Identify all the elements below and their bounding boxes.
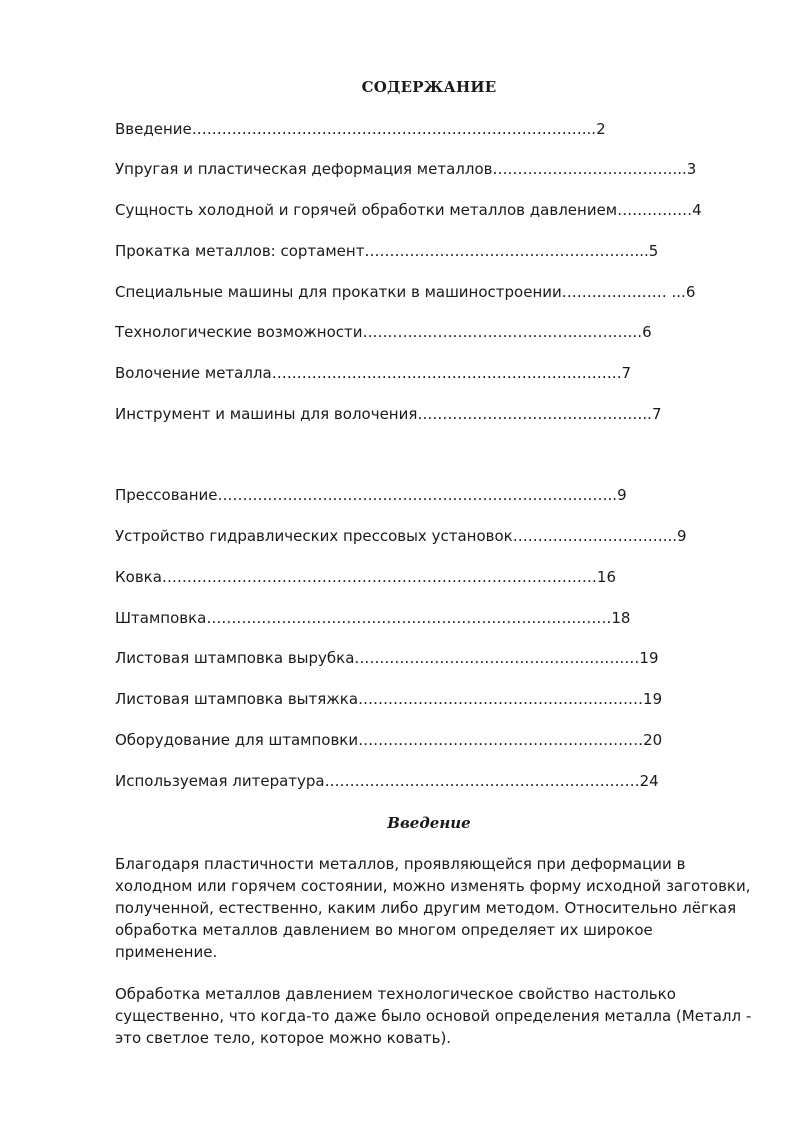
toc-entry-title: Листовая штамповка вытяжка — [115, 690, 359, 708]
toc-entry-leader: ………………………………... — [492, 160, 687, 178]
toc-entry-drawing-tools[interactable] — [115, 404, 661, 424]
toc-entry-title: Устройство гидравлических прессовых установок — [115, 527, 513, 545]
toc-entry-title: Ковка — [115, 568, 162, 586]
toc-entry-drawing[interactable] — [115, 363, 631, 383]
toc-entry-literature[interactable] — [115, 771, 659, 791]
toc-entry-stamping[interactable] — [115, 608, 630, 628]
toc-entry-page: 9 — [677, 527, 687, 545]
toc-entry-leader: ……………………………………………………… — [324, 772, 640, 790]
toc-entry-leader: ……………………………………….. — [417, 405, 652, 423]
toc-entry-leader: ………………………………………………… — [358, 731, 644, 749]
toc-entry-page: 7 — [651, 405, 662, 423]
table-of-contents — [115, 0, 775, 800]
toc-entry-leader: ………………………………………………… — [358, 690, 644, 708]
toc-entry-intro[interactable] — [115, 119, 606, 139]
toc-entry-title: Инструмент и машины для волочения — [115, 405, 418, 423]
toc-entry-leader: ……………………………………………….. — [362, 323, 643, 341]
toc-entry-page: 4 — [692, 201, 702, 219]
toc-entry-page: 16 — [596, 568, 617, 586]
toc-entry-title: Листовая штамповка вырубка — [115, 649, 355, 667]
toc-entry-title: Упругая и пластическая деформация металлов — [115, 160, 493, 178]
toc-entry-page: 6 — [642, 323, 652, 341]
toc-entry-forging[interactable] — [115, 567, 616, 587]
section-heading: Введение — [387, 814, 471, 832]
toc-entry-title: Штамповка — [115, 609, 207, 627]
toc-entry-page: 3 — [686, 160, 697, 178]
toc-entry-rolling-assortment[interactable] — [115, 241, 658, 261]
toc-entry-hydraulic-presses[interactable] — [115, 526, 687, 546]
toc-entry-leader: ………………………………………………... — [364, 242, 649, 260]
toc-entry-title: Прессование — [115, 486, 218, 504]
toc-entry-tech-capabilities[interactable] — [115, 322, 652, 342]
toc-entry-title: Введение — [115, 120, 192, 138]
toc-entry-title: Используемая литература — [115, 772, 325, 790]
toc-entry-page: 18 — [611, 609, 631, 627]
toc-entry-leader: …………………………... — [512, 527, 678, 545]
toc-entry-leader: ……………………………………………………………. — [271, 364, 622, 382]
toc-entry-hot-cold-processing[interactable] — [115, 200, 702, 220]
toc-entry-title: Прокатка металлов: сортамент — [115, 242, 365, 260]
toc-entry-leader: …………………………………………………………………….. — [217, 486, 618, 504]
toc-entry-page: 2 — [596, 120, 606, 138]
toc-entry-page: 7 — [621, 364, 632, 382]
paragraph: Благодаря пластичности металлов, проявляющейся при деформации в холодном или горячем состоянии, можно изменять форму исходной заготовки, полученной, естественно, каким либо другим методом. Относительно лёгкая обработка металлов давлением во многом определяет их широкое применение. — [115, 855, 751, 961]
toc-entry-stamping-equipment[interactable] — [115, 730, 662, 750]
toc-entry-leader: ……………………………………………………………………... — [191, 120, 597, 138]
toc-title: СОДЕРЖАНИЕ — [361, 78, 497, 96]
toc-entry-sheet-drawing[interactable] — [115, 689, 662, 709]
toc-entry-title: Волочение металла — [115, 364, 272, 382]
toc-entry-rolling-machines[interactable] — [115, 282, 695, 302]
toc-entry-title: Сущность холодной и горячей обработки металлов давлением — [115, 201, 618, 219]
toc-entry-page: 6 — [685, 283, 696, 301]
toc-entry-title: Специальные машины для прокатки в машиностроении — [115, 283, 562, 301]
toc-entry-leader: …………………………………………………………………………… — [161, 568, 597, 586]
toc-entry-sheet-blanking[interactable] — [115, 648, 659, 668]
toc-entry-page: 20 — [643, 731, 663, 749]
toc-entry-leader: ………………………………………………… — [354, 649, 640, 667]
toc-entry-leader: ………………… ... — [561, 283, 686, 301]
toc-entry-page: 9 — [617, 486, 627, 504]
toc-entry-leader: ……………………………………………………………………… — [206, 609, 612, 627]
toc-entry-page: 19 — [639, 649, 659, 667]
toc-entry-deformation[interactable] — [115, 159, 696, 179]
toc-entry-page: 24 — [639, 772, 659, 790]
toc-entry-leader: …………… — [617, 201, 693, 219]
paragraph: Обработка металлов давлением технологическое свойство настолько существенно, что когда-то даже было основой определения металла (Металл - это светлое тело, которое можно ковать). — [115, 985, 752, 1047]
toc-entry-pressing[interactable] — [115, 485, 627, 505]
toc-entry-page: 5 — [648, 242, 659, 260]
toc-entry-title: Технологические возможности — [115, 323, 363, 341]
toc-entry-title: Оборудование для штамповки — [115, 731, 359, 749]
toc-entry-page: 19 — [643, 690, 663, 708]
